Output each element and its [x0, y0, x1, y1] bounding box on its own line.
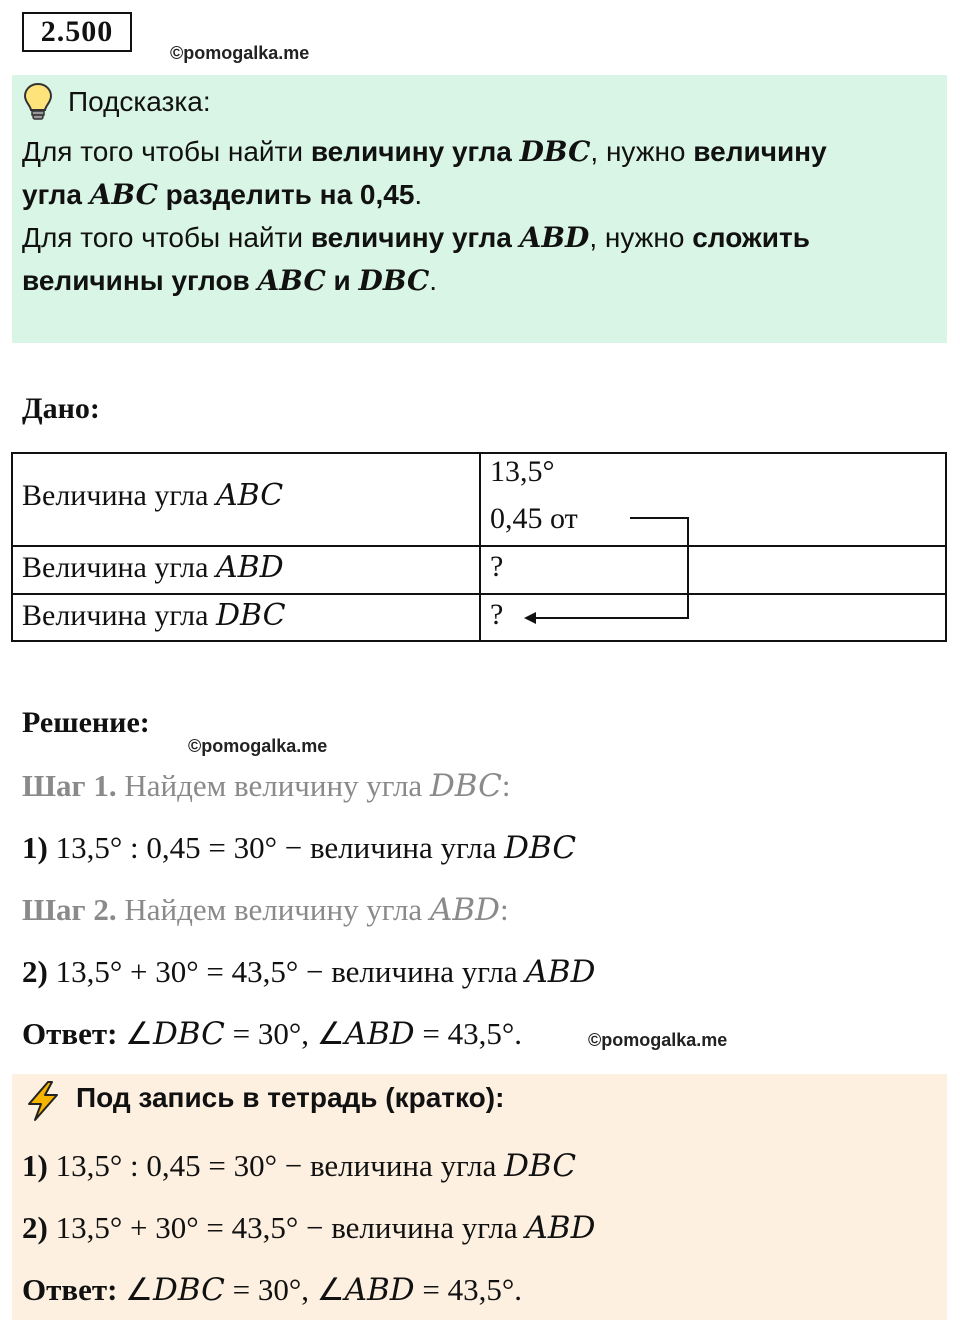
- calc-2: 2) 13,5° + 30° = 43,5° − величина угла ABD: [22, 954, 596, 990]
- hint-line-3: Для того чтобы найти величину угла ABD, нужно сложить: [22, 221, 810, 254]
- hint-line-4: величины углов ABC и DBC.: [22, 264, 438, 297]
- notebook-title: Под запись в тетрадь (кратко):: [76, 1082, 505, 1113]
- hint-title: Подсказка:: [68, 86, 211, 117]
- solution-heading: Решение:: [22, 706, 150, 739]
- watermark: ©pomogalka.me: [188, 736, 328, 756]
- row-abd-value: ?: [490, 550, 504, 583]
- row-abc-value: 13,5°: [490, 455, 555, 488]
- hint-line-2: угла ABC разделить на 0,45.: [22, 178, 423, 211]
- calc-1: 1) 13,5° : 0,45 = 30° − величина угла DBC: [22, 830, 577, 866]
- given-heading: Дано:: [22, 392, 100, 425]
- row-dbc-value: ?: [490, 598, 504, 631]
- lightning-icon: [24, 1080, 62, 1122]
- row-dbc-label: Величина угла DBC: [22, 598, 286, 633]
- answer: Ответ: ∠DBC = 30°, ∠ABD = 43,5°.: [22, 1016, 522, 1052]
- notebook-answer: Ответ: ∠DBC = 30°, ∠ABD = 43,5°.: [22, 1272, 522, 1308]
- relation-arrow: [520, 508, 700, 632]
- row-abc-label: Величина угла ABC: [22, 478, 284, 513]
- notebook-calc-1: 1) 13,5° : 0,45 = 30° − величина угла DBC: [22, 1148, 577, 1184]
- watermark: ©pomogalka.me: [170, 43, 310, 63]
- row-abd-label: Величина угла ABD: [22, 550, 284, 585]
- row-abc-relation: 0,45 от: [490, 502, 578, 535]
- hint-line-1: Для того чтобы найти величину угла DBC, нужно величину: [22, 135, 827, 168]
- step-2: Шаг 2. Найдем величину угла ABD:: [22, 892, 509, 928]
- watermark: ©pomogalka.me: [588, 1030, 728, 1050]
- problem-number: 2.500: [22, 12, 132, 52]
- notebook-calc-2: 2) 13,5° + 30° = 43,5° − величина угла ABD: [22, 1210, 596, 1246]
- lightbulb-icon: [22, 82, 54, 122]
- step-1: Шаг 1. Найдем величину угла DBC:: [22, 768, 511, 804]
